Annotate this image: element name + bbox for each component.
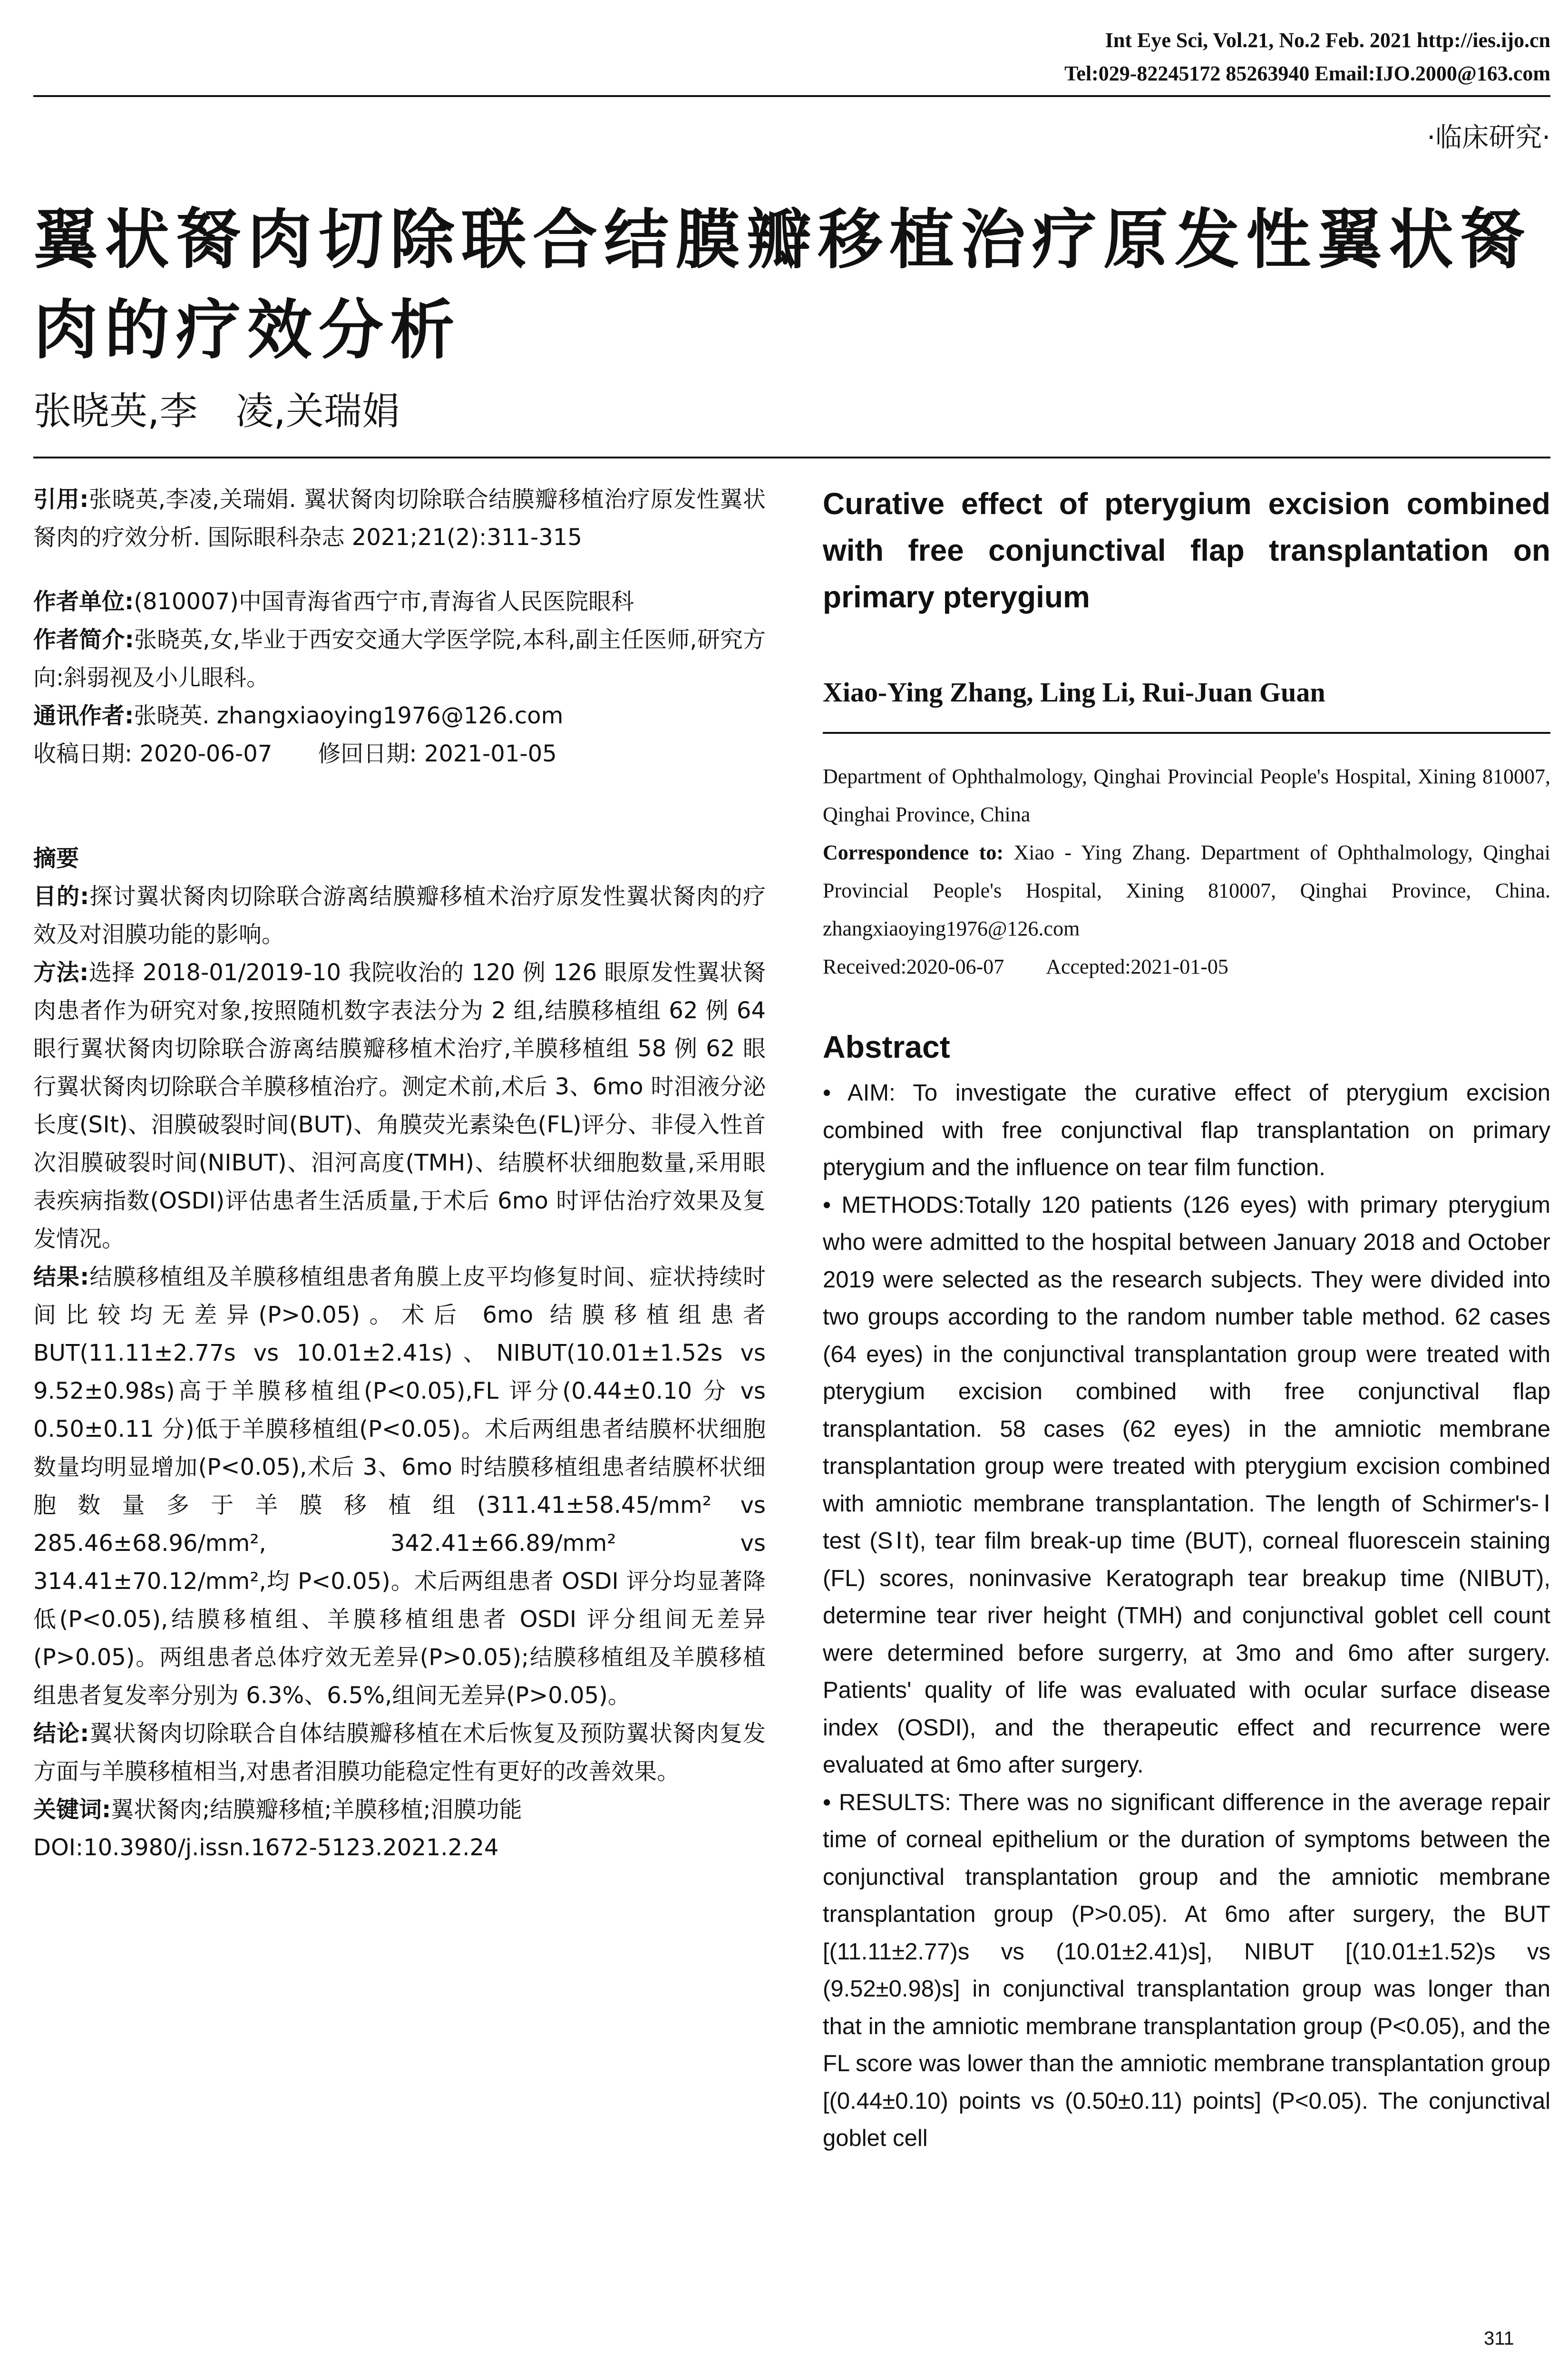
results-label-cn: 结果:: [33, 1264, 89, 1290]
abstract-methods-en: • METHODS:Totally 120 patients (126 eyes) with primary pterygium who were admitted to the hospital between January 2018 and October 2019 were selected as the research subjects. They were divided into two groups according to the random number table method. 62 cases (64 eyes) in the conjunctival transplantation group were treated with pterygium excision combined with free conjunctival flap transplantation. 58 cases (62 eyes) in the amniotic membrane transplantation group were treated with pterygium excision combined with amniotic membrane transplantation. The length of Schirmer's-Ⅰ test (SⅠt), tear film break-up time (BUT), corneal fluorescein staining (FL) scores, noninvasive Keratograph tear breakup time (NIBUT), determine tear river height (TMH) and conjunctival goblet cell count were determined before surgerry, at 3mo and 6mo after surgery. Patients' quality of life was evaluated with ocular surface disease index (OSDI), and the therapeutic effect and recurrence were evaluated at 6mo after surgery.: [823, 1192, 1550, 1778]
aim-text-cn: 探讨翼状胬肉切除联合游离结膜瓣移植术治疗原发性翼状胬肉的疗效及对泪膜功能的影响。: [33, 883, 766, 948]
article-title-cn: 翼状胬肉切除联合结膜瓣移植治疗原发性翼状胬肉的疗效分析: [33, 203, 1531, 368]
journal-header: [866, 24, 1550, 90]
authors-cn: 张晓英,李 凌,关瑞娟: [33, 389, 400, 433]
header-rule: [33, 95, 1550, 97]
abstract-results-cn: [33, 1258, 766, 1715]
abstract-methods-cn: [33, 954, 766, 1258]
right-column: [823, 480, 1550, 2157]
correspondence-text-en: Xiao - Ying Zhang. Department of Ophthalmology, Qinghai Provincial People's Hospital, Xining 810007, Qinghai Province, China. zhangxiaoying1976@126.com: [823, 841, 1551, 940]
abstract-body-en: [823, 1074, 1550, 2157]
affiliation-en: [823, 758, 1550, 986]
conclusion-text-cn: 翼状胬肉切除联合自体结膜瓣移植在术后恢复及预防翼状胬肉复发方面与羊膜移植相当,对患者泪膜功能稳定性有更好的改善效果。: [33, 1720, 766, 1785]
authors-rule: [823, 732, 1550, 734]
author-unit-text: (810007)中国青海省西宁市,青海省人民医院眼科: [134, 588, 634, 615]
author-unit: [33, 583, 766, 621]
keywords-text-cn: 翼状胬肉;结膜瓣移植;羊膜移植;泪膜功能: [111, 1796, 522, 1823]
corresponding-author-text: 张晓英. zhangxiaoying1976@126.com: [134, 702, 564, 729]
doi: DOI:10.3980/j.issn.1672-5123.2021.2.24: [33, 1834, 499, 1861]
author-bio: [33, 621, 766, 697]
keywords-cn: [33, 1791, 766, 1829]
methods-label-cn: 方法:: [33, 959, 89, 986]
citation-text: 张晓英,李凌,关瑞娟. 翼状胬肉切除联合结膜瓣移植治疗原发性翼状胬肉的疗效分析. 国际眼科杂志 2021;21(2):311-315: [33, 486, 766, 551]
citation-label: 引用:: [33, 486, 89, 513]
article-title-en: Curative effect of pterygium excision combined with free conjunctival flap transplantation on primary pterygium: [823, 487, 1550, 614]
journal-contact-line: Tel:029-82245172 85263940 Email:IJO.2000@163.com: [1064, 62, 1550, 85]
journal-info-line: Int Eye Sci, Vol.21, No.2 Feb. 2021 http://ies.ijo.cn: [1105, 29, 1550, 52]
corresponding-author-label: 通讯作者:: [33, 702, 134, 729]
abstract-conclusion-cn: [33, 1715, 766, 1791]
department-en: Department of Ophthalmology, Qinghai Provincial People's Hospital, Xining 810007, Qinghai Province, China: [823, 765, 1550, 826]
title-rule: [33, 457, 1550, 458]
page-number: 311: [1484, 2328, 1514, 2349]
abstract-results-en: • RESULTS: There was no significant difference in the average repair time of corneal epithelium or the duration of symptoms between the conjunctival transplantation group and the amniotic membrane transplantation group (P>0.05). At 6mo after surgery, the BUT [(11.11±2.77)s vs (10.01±2.41)s], NIBUT [(10.01±1.52)s vs (9.52±0.98)s] in conjunctival transplantation group was longer than that in the amniotic membrane transplantation group (P<0.05), and the FL score was lower than the amniotic membrane transplantation group [(0.44±0.10) points vs (0.50±0.11) points] (P<0.05). The conjunctival goblet cell: [823, 1789, 1550, 2151]
methods-text-cn: 选择 2018-01/2019-10 我院收治的 120 例 126 眼原发性翼状胬肉患者作为研究对象,按照随机数字表法分为 2 组,结膜移植组 62 例 64 眼行翼状胬肉切除联合游离结膜瓣移植术治疗,羊膜移植组 58 例 62 眼行翼状胬肉切除联合羊膜移植治疗。测定术前,术后 3、6mo 时泪液分泌长度(SⅠt)、泪膜破裂时间(BUT)、角膜荧光素染色(FL)评分、非侵入性首次泪膜破裂时间(NIBUT)、泪河高度(TMH)、结膜杯状细胞数量,采用眼表疾病指数(OSDI)评估患者生活质量,于术后 6mo 时评估治疗效果及复发情况。: [33, 959, 766, 1252]
aim-label-cn: 目的:: [33, 883, 89, 910]
section-label: ·临床研究·: [1427, 122, 1550, 153]
abstract-aim-cn: [33, 877, 766, 954]
corresponding-author: [33, 697, 766, 735]
conclusion-label-cn: 结论:: [33, 1720, 89, 1747]
received-revised-dates: 收稿日期: 2020-06-07 修回日期: 2021-01-05: [33, 740, 557, 767]
citation: [33, 480, 766, 556]
author-unit-label: 作者单位:: [33, 588, 134, 615]
authors-en: Xiao-Ying Zhang, Ling Li, Rui-Juan Guan: [823, 677, 1325, 708]
results-text-cn: 结膜移植组及羊膜移植组患者角膜上皮平均修复时间、症状持续时间比较均无差异(P>0.05)。术后 6mo 结膜移植组患者 BUT(11.11±2.77s vs 10.01±2.41s)、NIBUT(10.01±1.52s vs 9.52±0.98s)高于羊膜移植组(P<0.05),FL 评分(0.44±0.10 分 vs 0.50±0.11 分)低于羊膜移植组(P<0.05)。术后两组患者结膜杯状细胞数量均明显增加(P<0.05),术后 3、6mo 时结膜移植组患者结膜杯状细胞数量多于羊膜移植组(311.41±58.45/mm² vs 285.46±68.96/mm², 342.41±66.89/mm² vs 314.41±70.12/mm²,均 P<0.05)。术后两组患者 OSDI 评分均显著降低(P<0.05),结膜移植组、羊膜移植组患者 OSDI 评分组间无差异(P>0.05)。两组患者总体疗效无差异(P>0.05);结膜移植组及羊膜移植组患者复发率分别为 6.3%、6.5%,组间无差异(P>0.05)。: [33, 1264, 766, 1709]
dates-en: Received:2020-06-07 Accepted:2021-01-05: [823, 955, 1228, 978]
author-bio-label: 作者简介:: [33, 626, 134, 653]
abstract-heading-cn: 摘要: [33, 845, 79, 872]
left-column: [33, 480, 766, 1867]
abstract-heading-en: Abstract: [823, 1029, 950, 1064]
keywords-label-cn: 关键词:: [33, 1796, 111, 1823]
correspondence-en: [823, 834, 1550, 948]
correspondence-label-en: Correspondence to:: [823, 841, 1003, 864]
abstract-aim-en: • AIM: To investigate the curative effect of pterygium excision combined with free conjunctival flap transplantation on primary pterygium and the influence on tear film function.: [823, 1080, 1550, 1180]
author-bio-text: 张晓英,女,毕业于西安交通大学医学院,本科,副主任医师,研究方向:斜弱视及小儿眼科。: [33, 626, 766, 691]
